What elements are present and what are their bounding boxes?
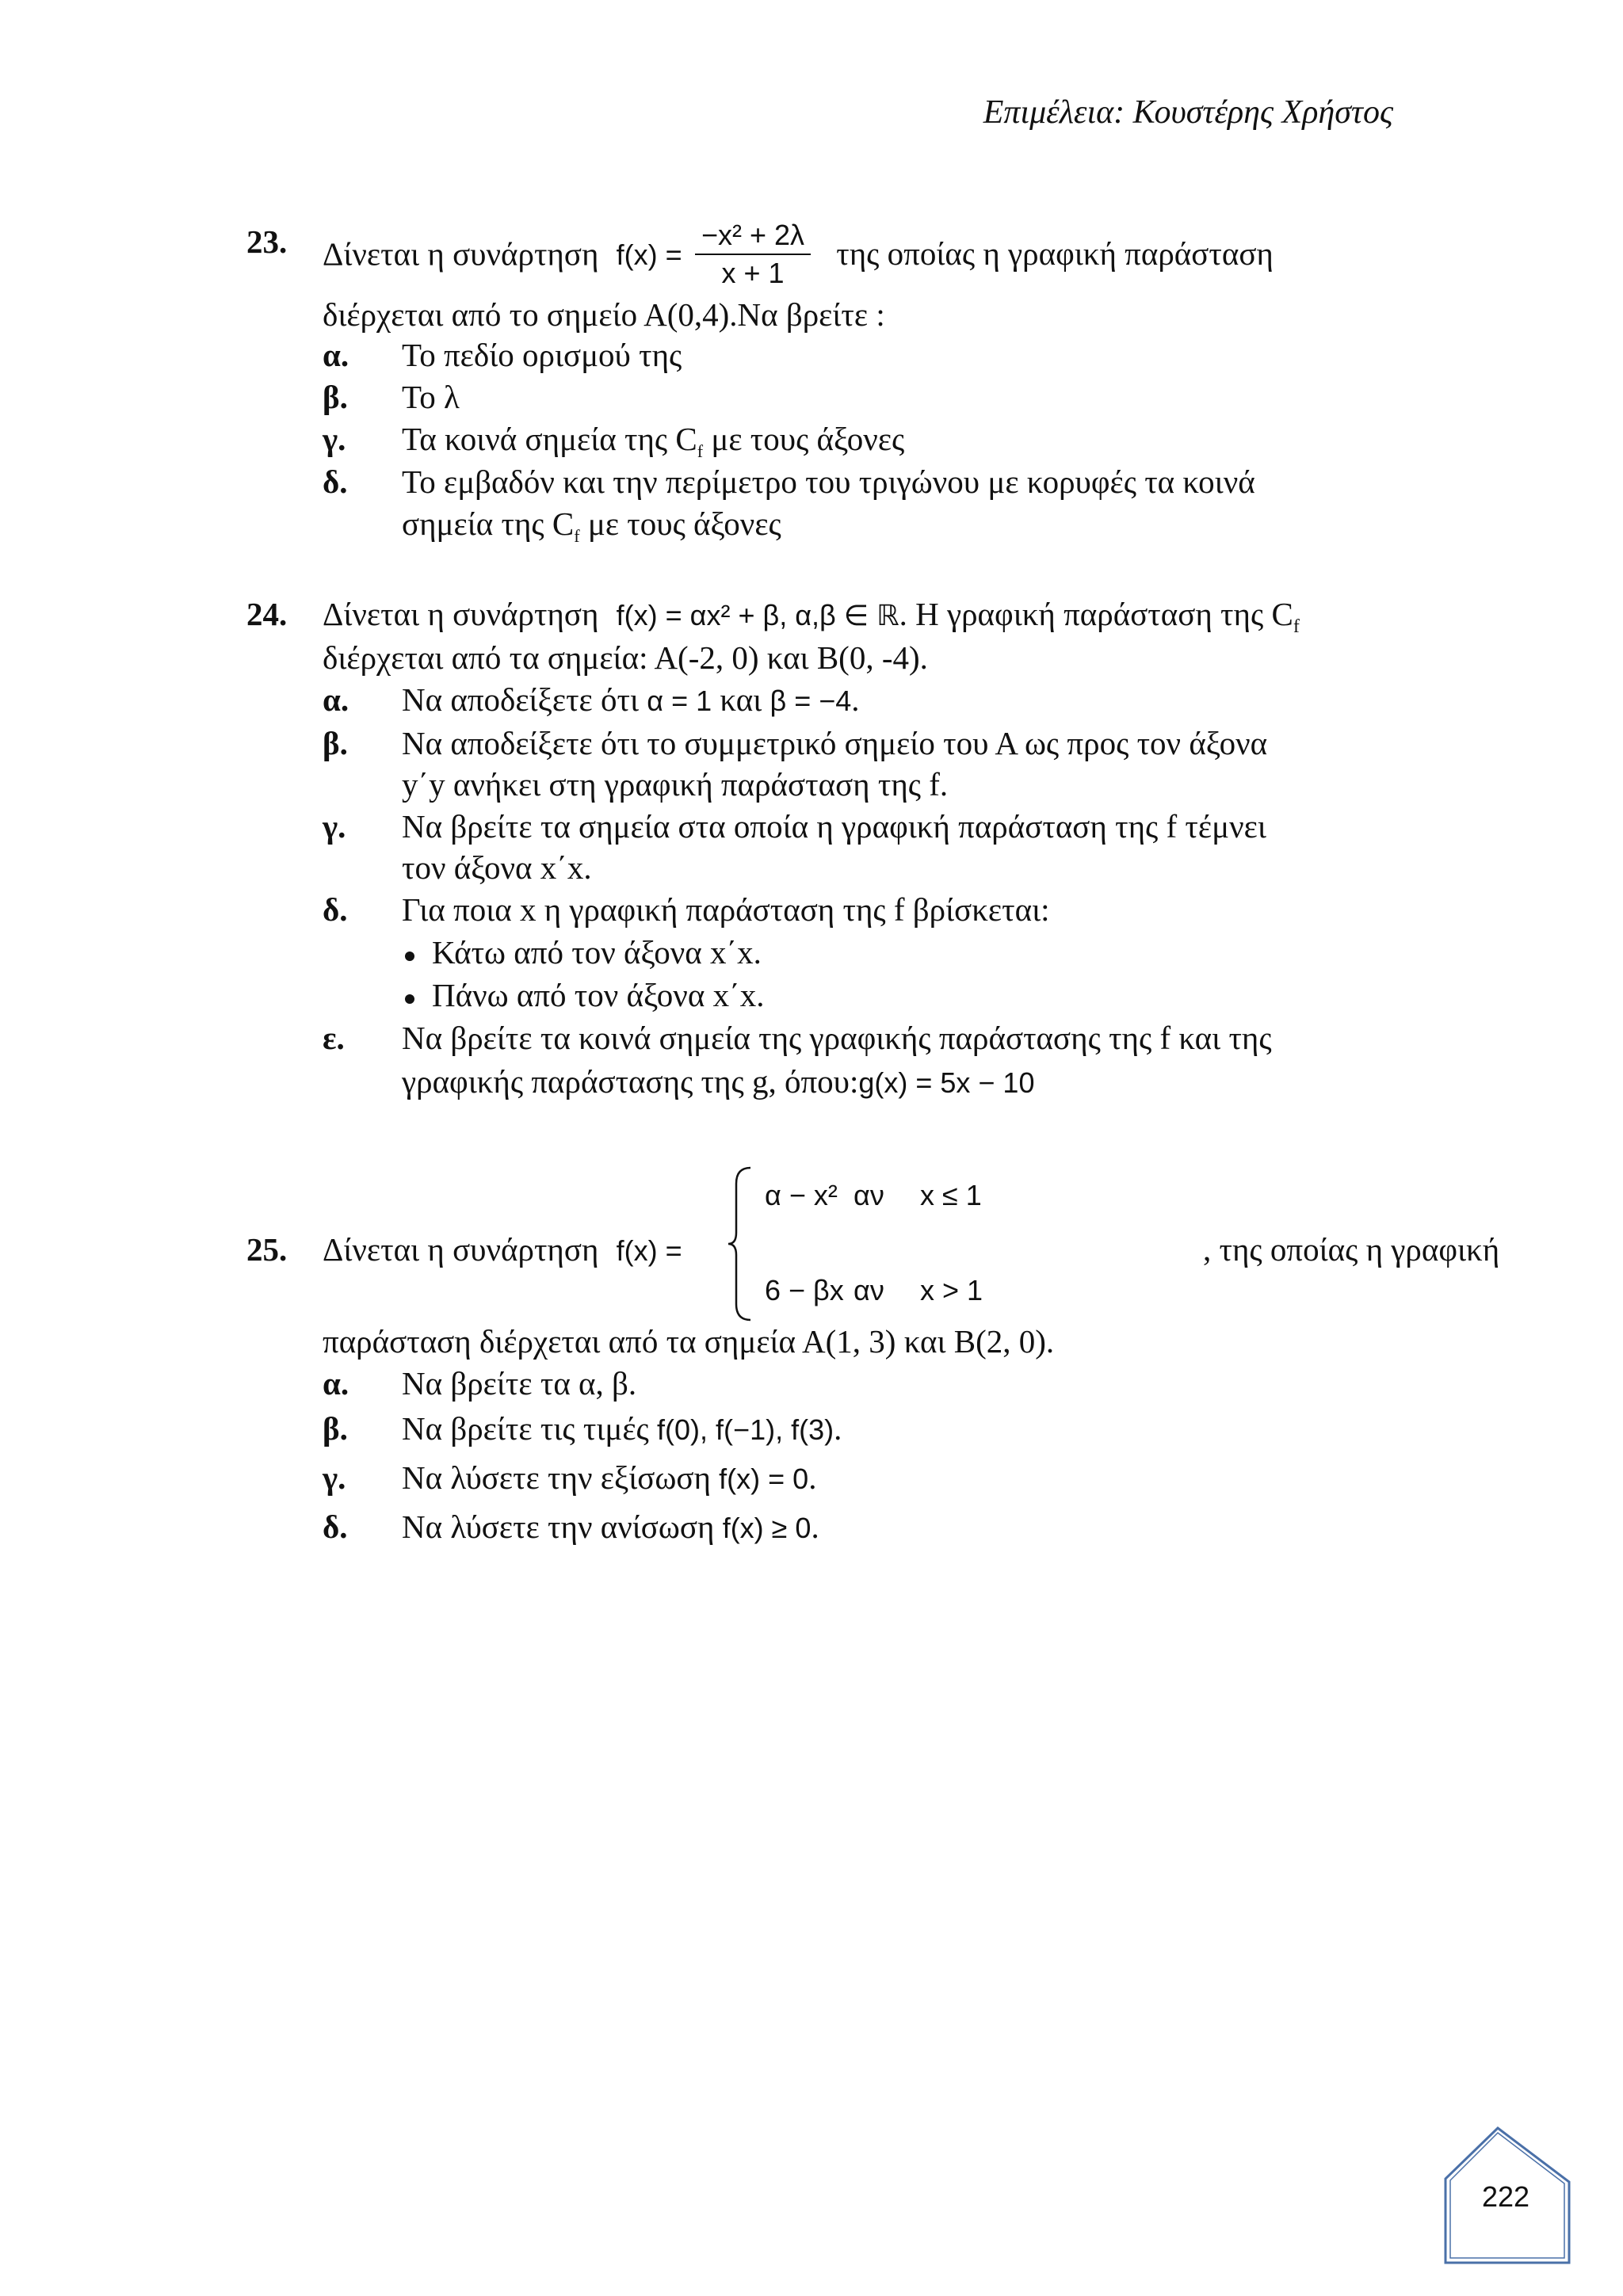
problem-intro: Δίνεται η συνάρτηση f(x) = αx² + β, α,β ∈ ℝ. Η γραφική παράσταση της $C_f$ [323,596,1300,638]
problem-intro: Δίνεται η συνάρτηση f(x) = [323,1231,682,1268]
problem-line: παράσταση διέρχεται από τα σημεία Α(1, 3) και Β(2, 0). [323,1323,1055,1360]
item-text: Να λύσετε την εξίσωση f(x) = 0. [402,1459,817,1496]
case-condition-word: αν [854,1274,884,1306]
item-label: δ. [323,891,348,928]
item-text-cont: τον άξονα x΄x. [402,849,592,886]
item-text: Να βρείτε τα κοινά σημεία της γραφικής παράστασης της f και της [402,1020,1272,1056]
case-expression: 6 − βx [765,1274,844,1306]
item-label: α. [323,337,349,373]
item-text: Να βρείτε τα α, β. [402,1365,637,1402]
item-text: Το λ [402,379,460,415]
problem-line: διέρχεται από τα σημεία: Α(-2, 0) και Β(0, -4). [323,639,928,676]
piecewise-brace-icon [725,1165,757,1323]
function-lhs: f(x) = [616,238,682,272]
item-text: Το πεδίο ορισμού της [402,337,682,373]
case-expression: α − x² [765,1179,838,1211]
case-condition: x ≤ 1 [920,1179,982,1211]
problem-intro-cont: , της οποίας η γραφική [1203,1231,1500,1268]
item-label: δ. [323,1508,348,1545]
problem-intro: Δίνεται η συνάρτηση f(x) = $\frac{\text{−x² + 2λ}}{x + 1}$ της οποίας η γραφική παράσταση [323,220,1274,295]
page-header: Επιμέλεια: Κουστέρης Χρήστος [983,94,1393,131]
item-label: α. [323,1365,349,1402]
item-text: Να αποδείξετε ότι το συμμετρικό σημείο του Α ως προς τον άξονα [402,725,1268,761]
item-label: α. [323,681,349,718]
item-label: δ. [323,463,348,500]
item-text: Τα κοινά σημεία της $C_f$ με τους άξονες [402,421,905,462]
item-text: Να αποδείξετε ότι α = 1 και β = −4. [402,681,860,718]
item-text-cont: γραφικής παράστασης της g, όπου:g(x) = 5x − 10 [402,1063,1035,1100]
item-label: γ. [323,1459,346,1496]
item-label: β. [323,725,348,761]
bullet-item: Κάτω από τον άξονα x΄x. [405,931,762,974]
denominator: x + 1 [721,257,785,289]
item-text: Για ποια x η γραφική παράσταση της f βρίσκεται: [402,891,1050,928]
item-label: γ. [323,421,346,457]
function-lhs: f(x) = [616,1234,682,1267]
item-text: Να βρείτε τις τιμές f(0), f(−1), f(3). [402,1410,842,1447]
problem-line: διέρχεται από το σημείο Α(0,4).Να βρείτε : [323,296,885,333]
fraction [695,217,811,292]
item-text: Το εμβαδόν και την περίμετρο του τριγώνου με κορυφές τα κοινά [402,463,1255,500]
problem-number: 24. [246,596,288,632]
bullet-icon [405,952,414,961]
item-label: β. [323,379,348,415]
item-text: Να λύσετε την ανίσωση f(x) ≥ 0. [402,1508,819,1545]
problem-number: 23. [246,223,288,260]
item-text: Να βρείτε τα σημεία στα οποία η γραφική παράσταση της f τέμνει [402,808,1266,845]
case-condition-word: αν [854,1179,884,1211]
item-text-cont: y΄y ανήκει στη γραφική παράσταση της f. [402,766,949,803]
case-condition: x > 1 [920,1274,983,1306]
bullet-item: Πάνω από τον άξονα x΄x. [405,974,764,1016]
item-label: β. [323,1410,348,1447]
numerator: −x² + 2λ [695,217,811,255]
function-definition: f(x) = αx² + β, α,β ∈ ℝ [616,599,899,631]
item-text-cont: σημεία της $C_f$ με τους άξονες [402,505,781,547]
page-number: 222 [1482,2180,1530,2213]
item-label: γ. [323,808,346,845]
item-label: ε. [323,1020,345,1056]
bullet-icon [405,994,414,1004]
problem-number: 25. [246,1231,288,1268]
